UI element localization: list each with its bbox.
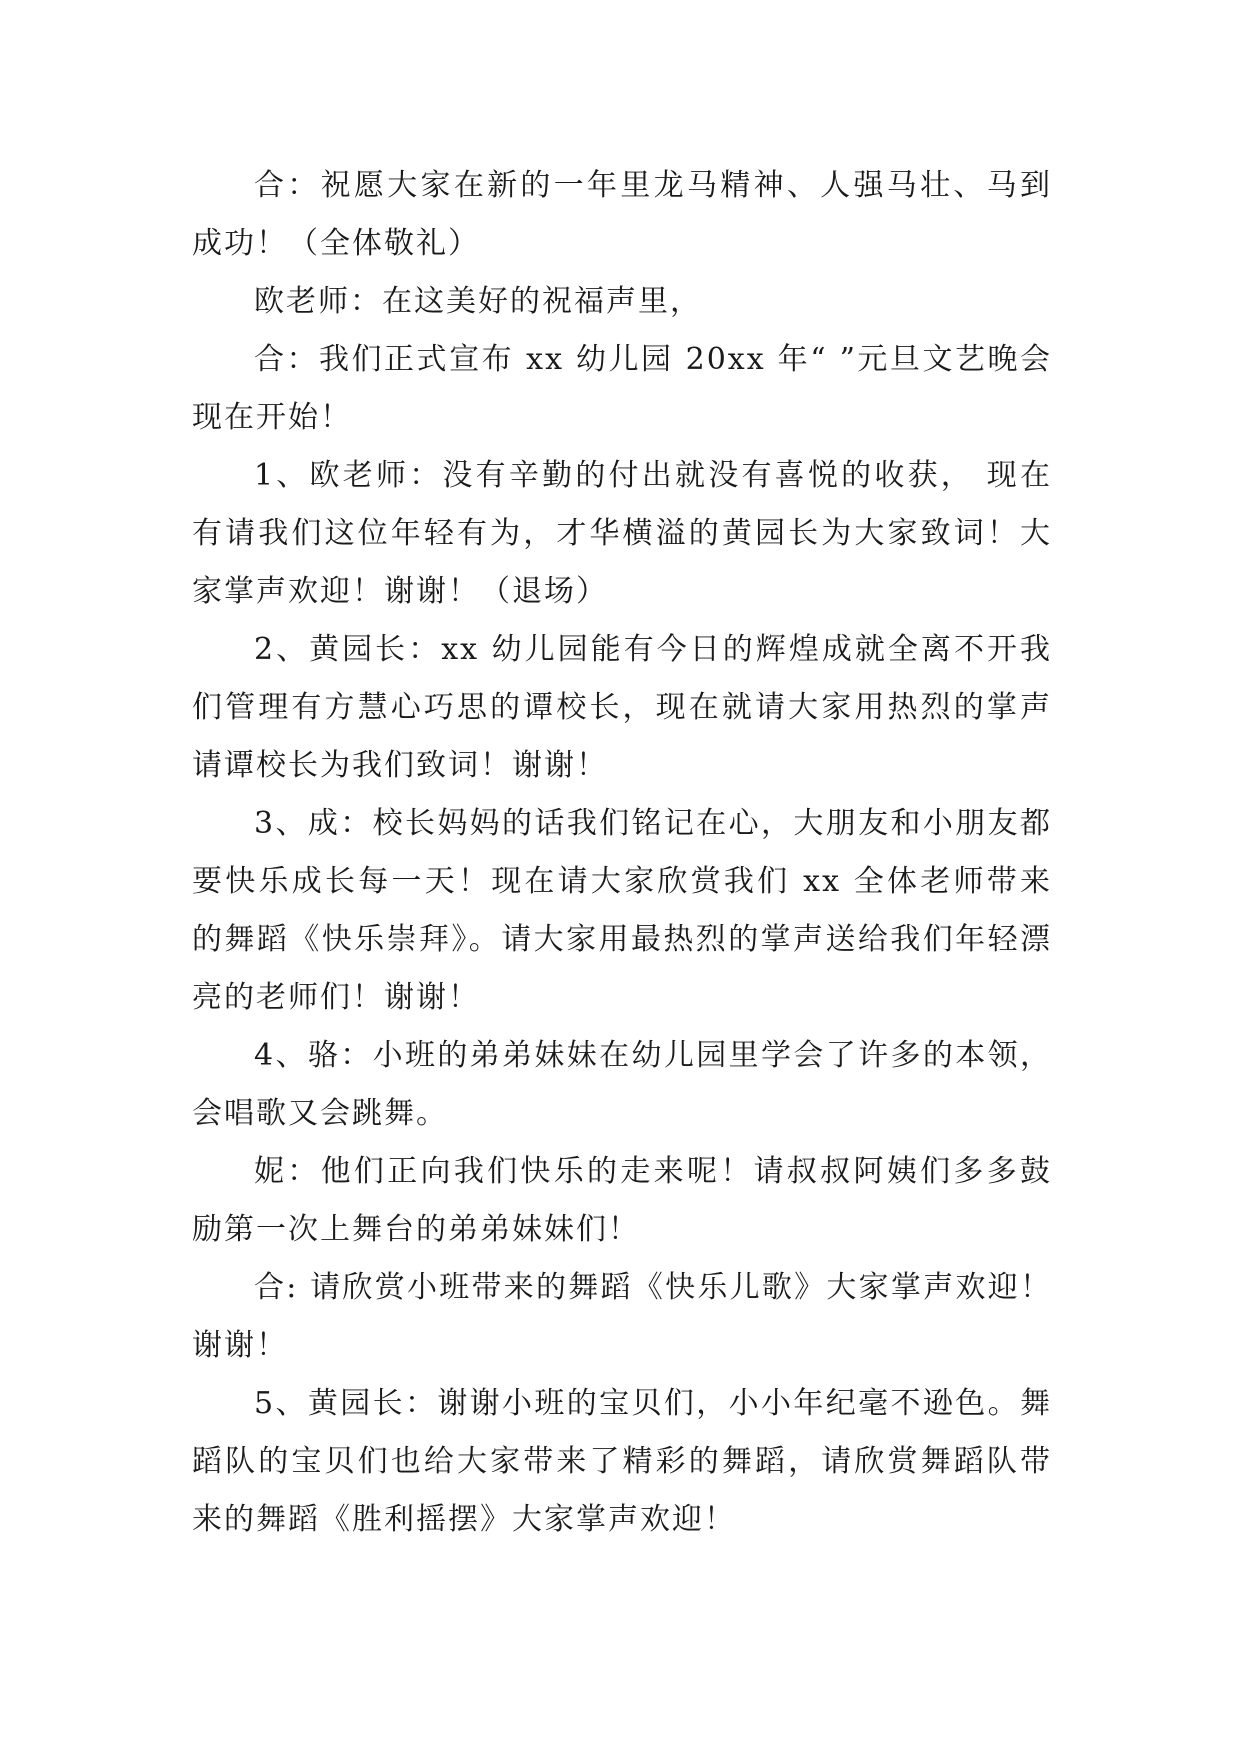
paragraph-6: 3、成：校长妈妈的话我们铭记在心，大朋友和小朋友都要快乐成长每一天！现在请大家欣赏我们 xx 全体老师带来的舞蹈《快乐崇拜》。请大家用最热烈的掌声送给我们年轻漂亮的老师们！谢谢！: [192, 806, 1052, 1015]
paragraph-3: 合：我们正式宣布 xx 幼儿园 20xx 年“ ”元旦文艺晚会现在开始！: [192, 342, 1052, 435]
paragraph-10: 5、黄园长：谢谢小班的宝贝们，小小年纪毫不逊色。舞蹈队的宝贝们也给大家带来了精彩的舞蹈，请欣赏舞蹈队带来的舞蹈《胜利摇摆》大家掌声欢迎！: [192, 1386, 1052, 1537]
paragraph-1: 合：祝愿大家在新的一年里龙马精神、人强马壮、马到成功！（全体敬礼）: [192, 168, 1052, 261]
paragraph-8: 妮：他们正向我们快乐的走来呢！请叔叔阿姨们多多鼓励第一次上舞台的弟弟妹妹们！: [192, 1154, 1052, 1247]
paragraph-9: 合: 请欣赏小班带来的舞蹈《快乐儿歌》大家掌声欢迎！谢谢！: [192, 1270, 1052, 1363]
paragraph-5: 2、黄园长：xx 幼儿园能有今日的辉煌成就全离不开我们管理有方慧心巧思的谭校长，现在就请大家用热烈的掌声请谭校长为我们致词！谢谢！: [192, 632, 1052, 783]
document-body: [192, 157, 1052, 1549]
paragraph-4: 1、欧老师：没有辛勤的付出就没有喜悦的收获， 现在有请我们这位年轻有为，才华横溢的黄园长为大家致词！大家掌声欢迎！谢谢！（退场）: [192, 458, 1052, 609]
paragraph-7: 4、骆：小班的弟弟妹妹在幼儿园里学会了许多的本领，会唱歌又会跳舞。: [192, 1038, 1052, 1131]
paragraph-2: 欧老师：在这美好的祝福声里，: [254, 284, 702, 319]
